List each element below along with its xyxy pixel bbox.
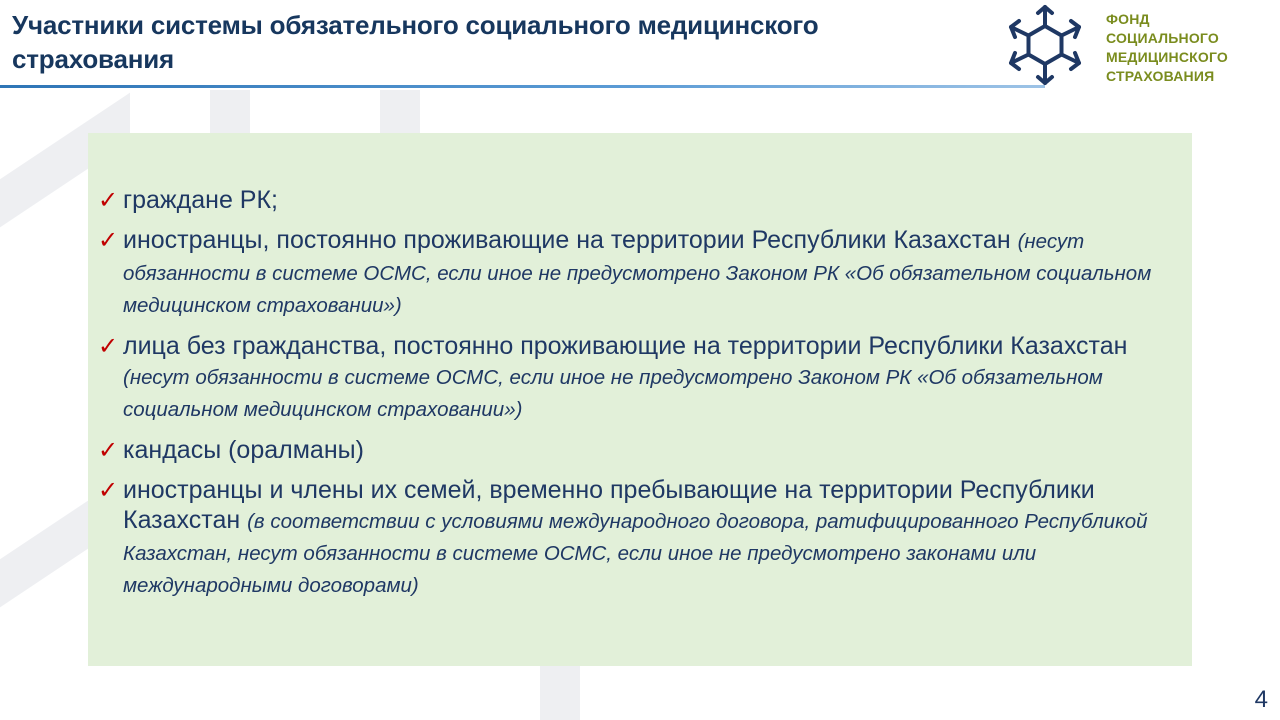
checkmark-icon: ✓ [98,437,119,464]
item-note: (несут обязанности в системе ОСМС, если иное не предусмотрено Законом РК «Об обязательном социальном медицинском страховании») [123,366,1103,421]
checkmark-icon: ✓ [98,227,119,254]
page-title: Участники системы обязательного социального медицинского страхования [12,10,819,74]
logo-line: СОЦИАЛЬНОГО [1106,30,1219,46]
logo-line: МЕДИЦИНСКОГО [1106,49,1229,65]
item-text: кандасы (оралманы) [123,436,364,464]
item-text: лица без гражданства, постоянно проживающие на территории Республики Казахстан [123,332,1128,360]
participants-list [88,133,1192,666]
snowflake-emblem-icon [1000,4,1090,86]
item-text: иностранцы, постоянно проживающие на территории Республики Казахстан [123,226,1011,254]
logo-wordmark [1106,10,1276,86]
logo-line: ФОНД [1106,11,1150,27]
list-item [98,475,1162,601]
checkmark-icon: ✓ [98,477,119,504]
item-text: иностранцы и члены их семей, временно пребывающие на территории Республики Казахстан [123,476,1095,534]
list-item [98,225,1162,321]
checkmark-icon: ✓ [98,187,119,214]
list-item [98,185,1162,215]
list-item [98,331,1162,425]
list-item [98,435,1162,465]
page-number: 4 [1254,686,1268,713]
title-divider [0,85,1045,88]
logo-line: СТРАХОВАНИЯ [1106,68,1215,84]
item-note: (в соответствии с условиями международного договора, ратифицированного Республикой Казахстан, несут обязанности в системе ОСМС, если иное не предусмотрено законами или международными договорами) [123,510,1148,597]
item-note: (несут обязанности в системе ОСМС, если иное не предусмотрено Законом РК «Об обязательном социальном медицинском страховании») [123,230,1152,317]
item-text: граждане РК; [123,186,278,214]
checkmark-icon: ✓ [98,333,119,360]
